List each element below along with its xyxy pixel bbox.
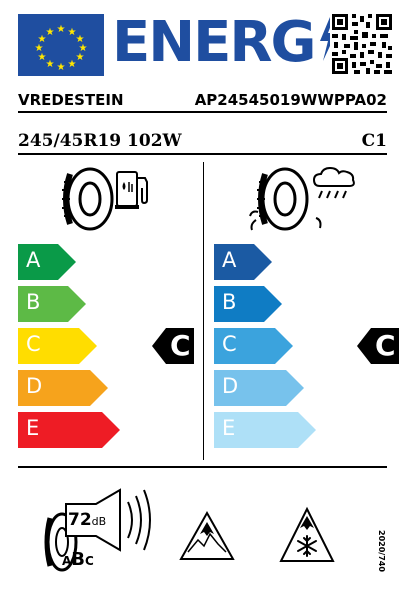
svg-text:★: ★ xyxy=(67,59,77,70)
wet-class-letter: B xyxy=(222,290,237,314)
qr-code-icon[interactable] xyxy=(330,12,394,76)
svg-text:★: ★ xyxy=(78,43,88,54)
fuel-class-letter: D xyxy=(26,374,43,398)
speaker-icon xyxy=(44,488,156,578)
noise-value: 72dB xyxy=(68,510,107,530)
svg-text:★: ★ xyxy=(37,52,47,63)
wet-grip-scale xyxy=(214,244,318,454)
fuel-class-letter: B xyxy=(26,290,41,314)
header-divider xyxy=(18,111,387,113)
fuel-pump-icon xyxy=(115,170,151,214)
bottom-divider xyxy=(18,466,387,468)
eu-flag-icon xyxy=(18,14,104,76)
tyre-icon xyxy=(60,166,116,236)
tyre-size: 245/45R19 102W xyxy=(18,131,182,151)
fuel-class-letter: E xyxy=(26,416,40,440)
wet-class-letter: D xyxy=(222,374,239,398)
fuel-efficiency-rating: C xyxy=(152,328,194,364)
svg-text:★: ★ xyxy=(56,24,66,35)
fuel-efficiency-scale xyxy=(18,244,122,454)
wet-class-letter: A xyxy=(222,248,237,272)
svg-text:★: ★ xyxy=(37,34,47,45)
svg-text:★: ★ xyxy=(56,62,66,73)
svg-text:★: ★ xyxy=(45,59,55,70)
svg-text:★: ★ xyxy=(34,43,44,54)
supplier-name: VREDESTEIN xyxy=(18,91,124,109)
svg-text:★: ★ xyxy=(45,27,55,38)
noise-class: ABC xyxy=(62,549,94,570)
svg-text:★: ★ xyxy=(67,27,77,38)
ice-snowflake-icon xyxy=(278,506,336,568)
wet-class-letter: E xyxy=(222,416,236,440)
fuel-class-letter: C xyxy=(26,332,41,356)
wet-grip-rating: C xyxy=(357,328,399,364)
energy-label-title: ENERG xyxy=(112,6,338,80)
size-divider xyxy=(18,153,387,155)
product-identifier: AP24545019WWPPA02 xyxy=(194,91,387,109)
svg-text:★: ★ xyxy=(75,52,85,63)
tyre-class: C1 xyxy=(361,131,387,151)
fuel-class-letter: A xyxy=(26,248,41,272)
mountain-snowflake-icon xyxy=(178,510,236,566)
regulation-number: 2020/740 xyxy=(377,530,386,572)
svg-text:★: ★ xyxy=(75,34,85,45)
column-divider xyxy=(203,162,204,460)
rain-cloud-icon xyxy=(312,166,358,210)
wet-class-letter: C xyxy=(222,332,237,356)
